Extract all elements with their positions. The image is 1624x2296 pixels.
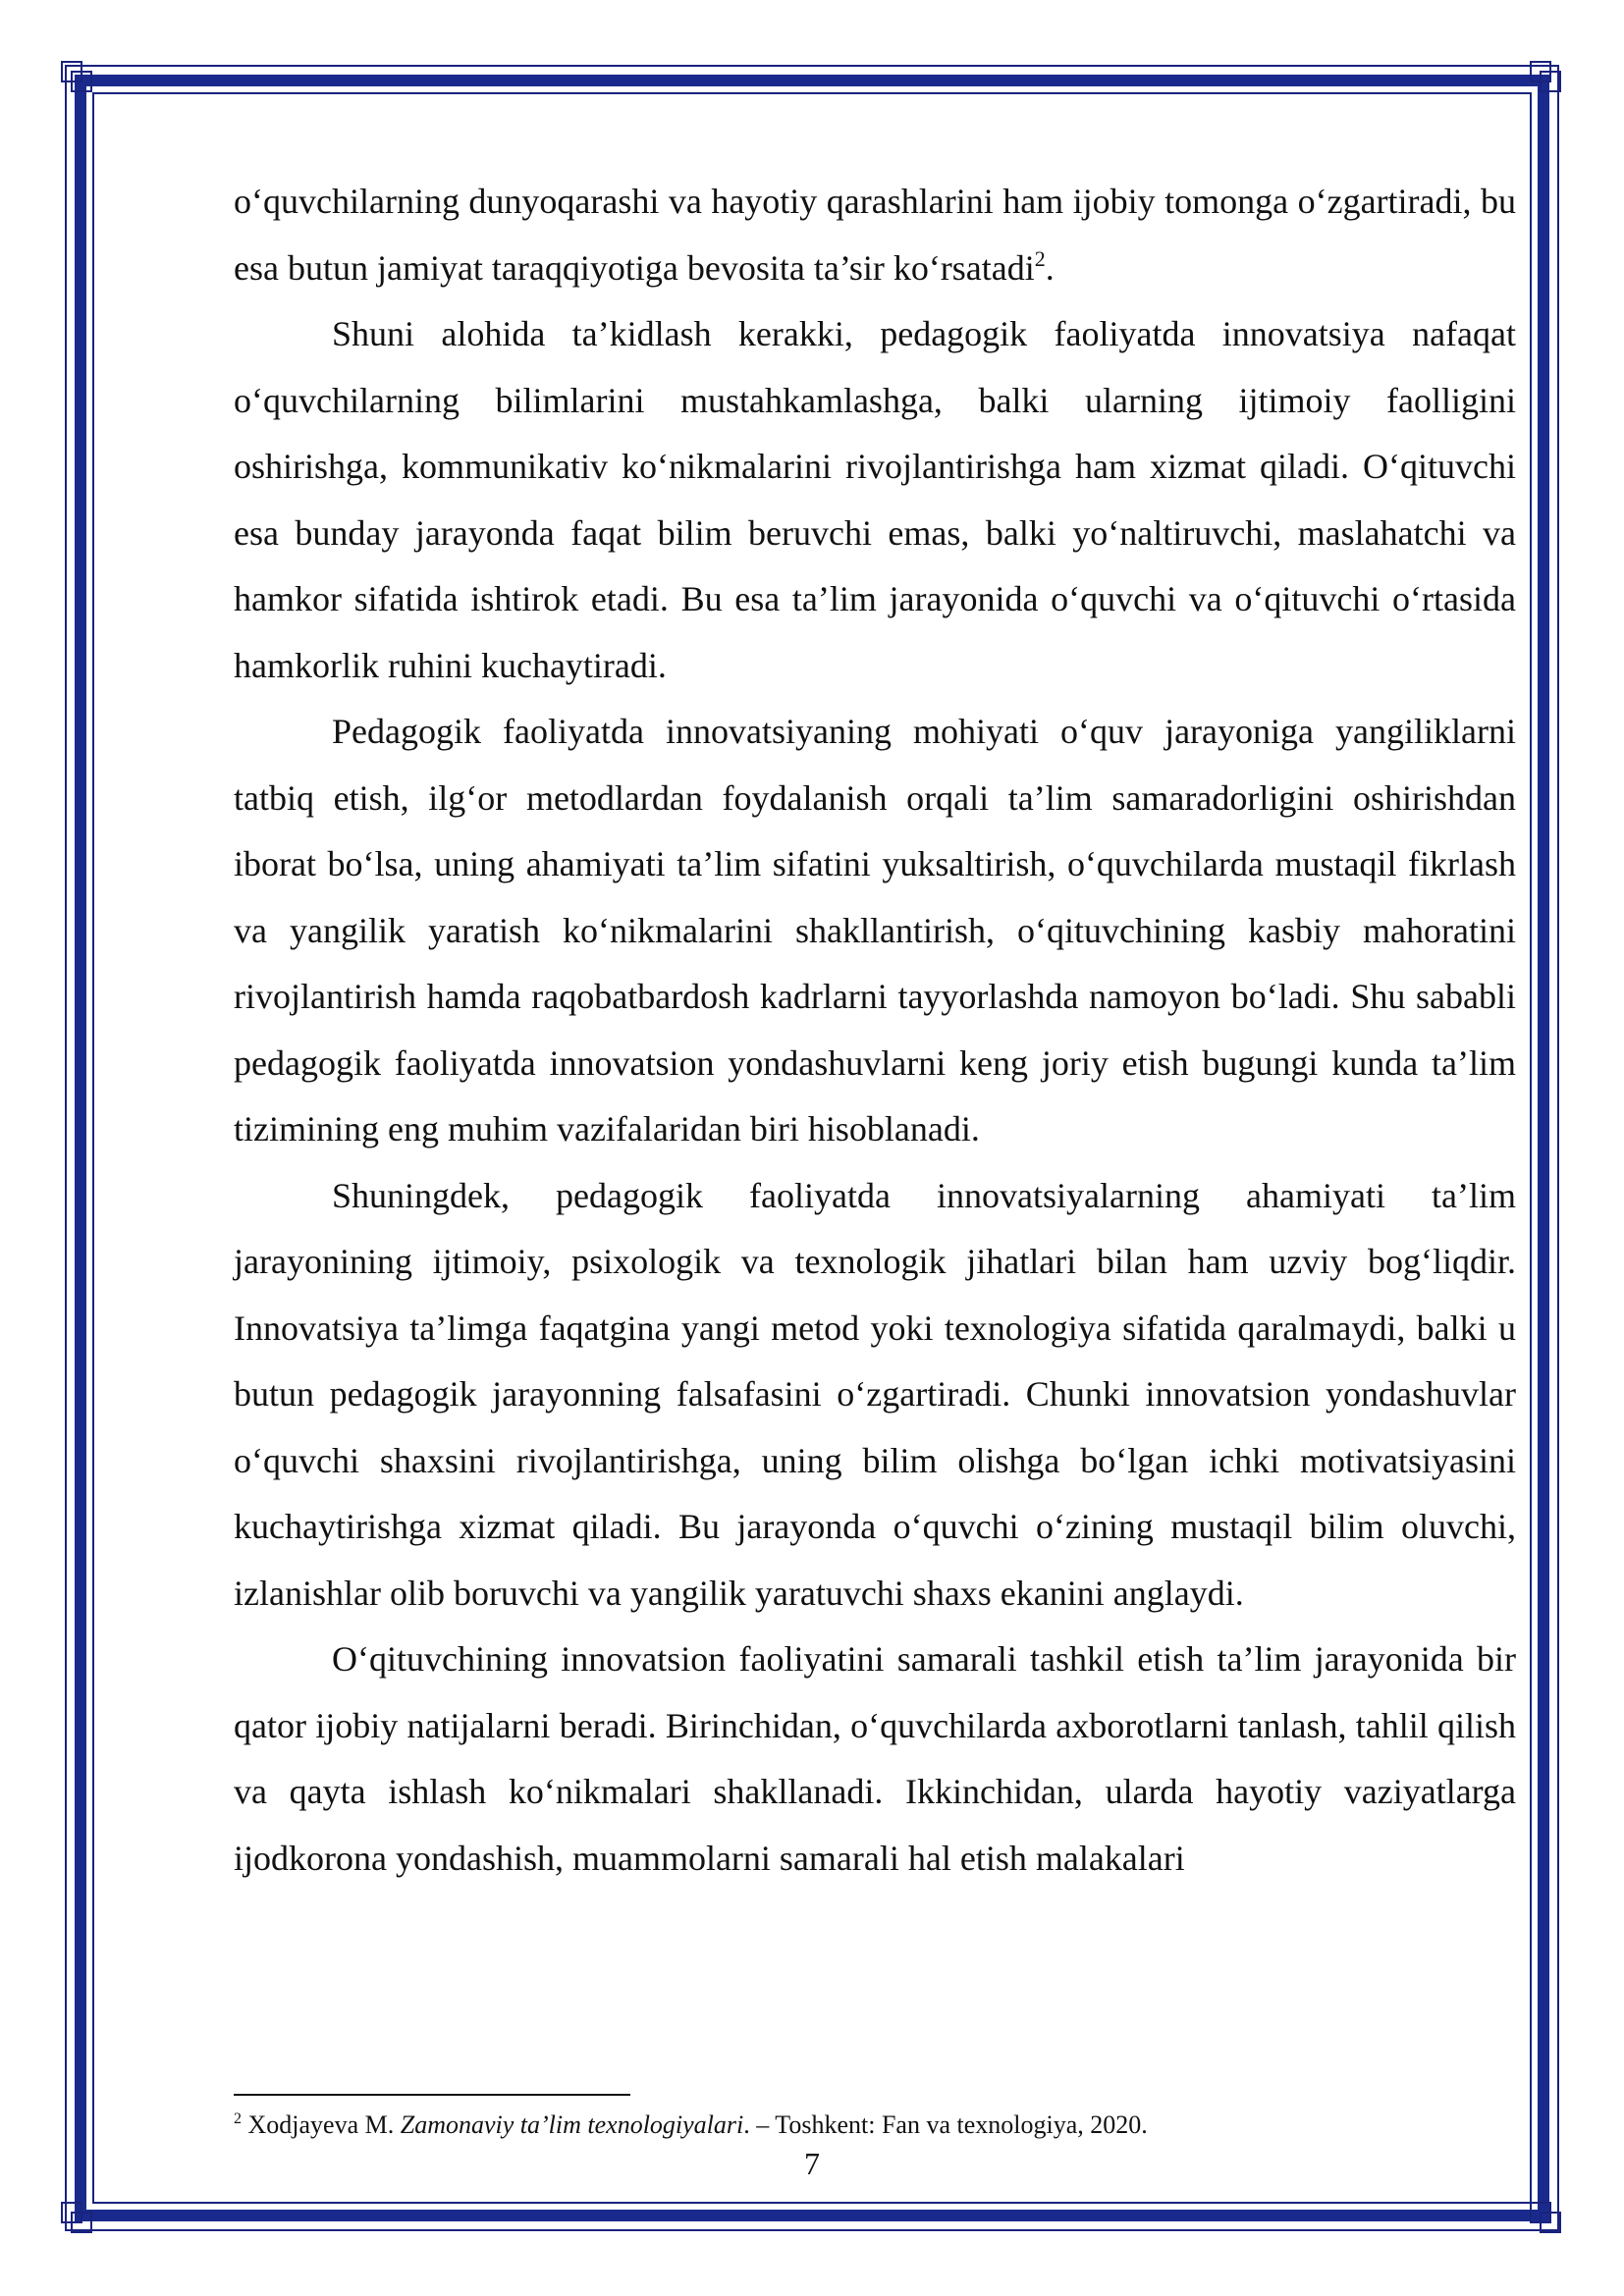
- paragraph-4: Shuningdek, pedagogik faoliyatda innovatsiyalarning ahamiyati ta’lim jarayonining ijtimoiy, psixologik va texnologik jihatlari bilan ham uzviy bog‘liqdir. Innovatsiya ta’limga faqatgina yangi metod yoki texnologiya sifatida qaralmaydi, balki u butun pedagogik jarayonning falsafasini o‘zgartiradi. Chunki innovatsion yondashuvlar o‘quvchi shaxsini rivojlantirishga, uning bilim olishga bo‘lgan ichki motivatsiyasini kuchaytirishga xizmat qiladi. Bu jarayonda o‘quvchi o‘zining mustaqil bilim oluvchi, izlanishlar olib boruvchi va yangilik yaratuvchi shaxs ekanini anglaydi.: [234, 1175, 1516, 1613]
- footnote-title: Zamonaviy ta’lim texnologiyalari: [400, 2110, 744, 2139]
- body-text: [234, 169, 1516, 1892]
- frame-corner-ornament-icon: [61, 2202, 94, 2235]
- paragraph-2: Shuni alohida ta’kidlash kerakki, pedagogik faoliyatda innovatsiya nafaqat o‘quvchilarning bilimlarini mustahkamlashga, balki ularning ijtimoiy faolligini oshirishga, kommunikativ ko‘nikmalarini rivojlantirishga ham xizmat qiladi. O‘qituvchi esa bunday jarayonda faqat bilim beruvchi emas, balki yo‘naltiruvchi, maslahatchi va hamkor sifatida ishtirok etadi. Bu esa ta’lim jarayonida o‘quvchi va o‘qituvchi o‘rtasida hamkorlik ruhini kuchaytiradi.: [234, 314, 1516, 685]
- page-number: 7: [804, 2146, 820, 2181]
- footnote-separator: [234, 2094, 630, 2096]
- footnote-ref[interactable]: 2: [1034, 245, 1046, 271]
- frame-corner-ornament-icon: [1530, 61, 1563, 94]
- paragraph-5: O‘qituvchining innovatsion faoliyatini samarali tashkil etish ta’lim jarayonida bir qator ijobiy natijalarni beradi. Birinchidan, o‘quvchilarda axborotlarni tanlash, tahlil qilish va qayta ishlash ko‘nikmalari shakllanadi. Ikkinchidan, ularda hayotiy vaziyatlarga ijodkorona yondashish, muammolarni samarali hal etish malakalari: [234, 1639, 1516, 1878]
- footnote-author: Xodjayeva M.: [247, 2110, 395, 2139]
- paragraph-tail: .: [1045, 247, 1055, 288]
- footnote: [234, 2109, 1516, 2142]
- paragraph-text: o‘quvchilarning dunyoqarashi va hayotiy qarashlarini ham ijobiy tomonga o‘zgartiradi, bu esa butun jamiyat taraqqiyotiga bevosita ta’sir ko‘rsatadi: [234, 182, 1516, 288]
- footnote-marker: 2: [234, 2110, 242, 2127]
- frame-corner-ornament-icon: [1530, 2202, 1563, 2235]
- paragraph-1: [234, 169, 1516, 301]
- footnote-rest: . – Toshkent: Fan va texnologiya, 2020.: [743, 2110, 1148, 2139]
- paragraph-3: Pedagogik faoliyatda innovatsiyaning mohiyati o‘quv jarayoniga yangiliklarni tatbiq etish, ilg‘or metodlardan foydalanish orqali ta’lim samaradorligini oshirishdan iborat bo‘lsa, uning ahamiyati ta’lim sifatini yuksaltirish, o‘quvchilarda mustaqil fikrlash va yangilik yaratish ko‘nikmalarini shakllantirish, o‘qituvchining kasbiy mahoratini rivojlantirish hamda raqobatbardosh kadrlarni tayyorlashda namoyon bo‘ladi. Shu sababli pedagogik faoliyatda innovatsion yondashuvlarni keng joriy etish bugungi kunda ta’lim tizimining eng muhim vazifalaridan biri hisoblanadi.: [234, 712, 1516, 1148]
- frame-corner-ornament-icon: [61, 61, 94, 94]
